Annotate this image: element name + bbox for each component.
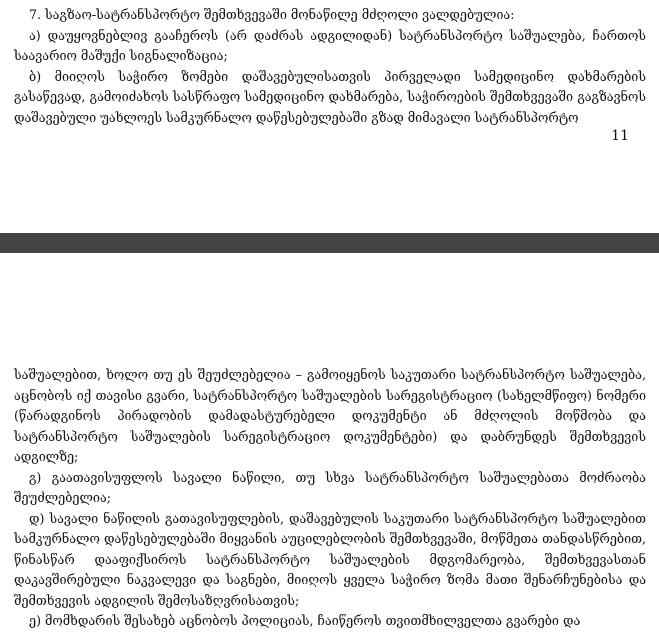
text-block-bottom — [14, 365, 646, 632]
page-break-divider — [0, 233, 659, 253]
paragraph-item-b-continued: საშუალებით, ხოლო თუ ეს შეუძლებელია – გამოიყენოს საკუთარი სატრანსპორტო საშუალება, აცნობოს იქ თავისი გვარი, სატრანსპორტო საშუალების სარეგისტრაციო (სახელმწიფო) ნომერი (წარადგინოს პირადობის დამადასტურებელი დოკუმენტი ან მძღოლის მოწმობა და სატრანსპორტო საშუალების სარეგისტრაციო დოკუმენტები) და დაბრუნდეს შემთხვევის ადგილზე; — [14, 367, 646, 464]
paragraph-item-a: ა) დაუყოვნებლივ გააჩეროს (არ დაძრას ადგილიდან) სატრანსპორტო საშუალება, ჩართოს საავარიო მაშუქი სიგნალიზაცია; — [14, 27, 646, 63]
document-page-top — [0, 0, 659, 233]
paragraph-item-d: დ) სავალი ნაწილის გათავისუფლების, დაშავებულის საკუთარი სატრანსპორტო საშუალებით სამკურნალო დაწესებულებაში მიყვანის აუცილებლობის შემთხვევაში, მოწმეთა თანდასწრებით, წინასწარ დააფიქსიროს სატრანსპორტო საშუალების მდგომარეობა, შემთხვევასთან დაკავშირებული ნაკვალევი და საგნები, მიიღოს ყველა საჭირო ზომა მათი შენარჩუნებისა და შემთხვევის ადგილის შემოსაზღვრისათვის; — [14, 510, 646, 608]
paragraph-article-7-heading: 7. საგზაო-სატრანსპორტო შემთხვევაში მონაწილე მძღოლი ვალდებულია: — [29, 7, 515, 22]
paragraph-item-e: ე) მომხდარის შესახებ აცნობოს პოლიციას, ჩაიწეროს თვითმხილველთა გვარები და — [29, 613, 581, 628]
page-number: 11 — [611, 128, 629, 144]
text-block-top — [14, 5, 646, 128]
document-page-bottom — [0, 253, 659, 628]
paragraph-item-b: ბ) მიიღოს საჭირო ზომები დაშავებულისათვის პირველადი სამედიცინო დახმარების გასაწევად, გამოიძახოს სასწრაფო სამედიცინო დახმარება, საჭიროების შემთხვევაში გაგზავნოს დაშავებული უახლოეს სამკურნალო დაწესებულებაში გზად მიმავალი სატრანსპორტო — [14, 68, 646, 125]
paragraph-item-g: გ) გაათავისუფლოს სავალი ნაწილი, თუ სხვა სატრანსპორტო საშუალებათა მოძრაობა შეუძლებელია; — [14, 469, 646, 505]
